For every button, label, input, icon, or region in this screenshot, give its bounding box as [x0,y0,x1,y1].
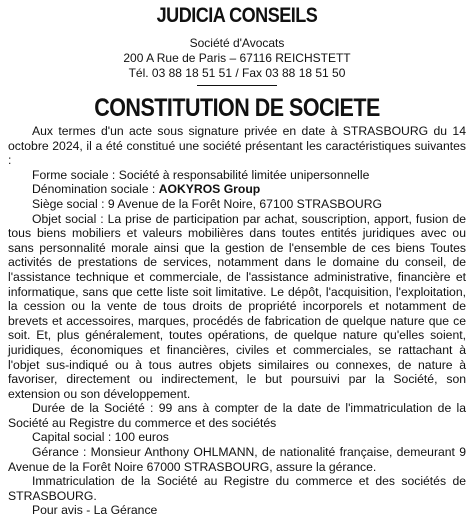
legal-form: Forme sociale : Société à responsabilité limitée unipersonnelle [32,167,370,182]
company-name-line [8,182,466,197]
divider [197,85,277,86]
intro-paragraph: Aux termes d'un acte sous signature privée en date à STRASBOURG du 14 octobre 2024, il a été constitué une société présentant les caractéristiques suivantes : [8,124,466,168]
notice-title: CONSTITUTION DE SOCIETE [94,94,380,122]
duration-paragraph: Durée de la Société : 99 ans à compter de la date de l'immatriculation de la Société au Registre du commerce et des sociétés [8,401,466,430]
notice-body [8,124,466,518]
capital-line: Capital social : 100 euros [32,430,169,445]
company-name: AOKYROS Group [158,182,261,197]
firm-type: Société d'Avocats [189,36,285,50]
firm-address: 200 A Rue de Paris – 67116 REICHSTETT [123,51,351,65]
legal-notice [0,4,473,521]
closing-line: Pour avis - La Gérance [32,503,158,518]
firm-phone-fax: Tél. 03 88 18 51 51 / Fax 03 88 18 51 50 [128,66,346,80]
registration-paragraph: Immatriculation de la Société au Registre du commerce et des sociétés de STRASBOURG. [8,474,466,503]
firm-name: JUDICIA CONSEILS [156,4,318,27]
registered-office: Siège social : 9 Avenue de la Forêt Noire, 67100 STRASBOURG [32,196,383,211]
purpose-paragraph: Objet social : La prise de participation par achat, souscription, apport, fusion de tous biens mobiliers et valeurs mobilières dans toutes entités juridiques avec ou sans personnalité morale ainsi que la gestion de l'ensemble de ces biens Toutes activités de prestations de services, notamment dans le domaine du conseil, de l'assistance technique et commerciale, de l'assistance administrative, financière et informatique, sans que cette liste soit limitative. Le dépôt, l'acquisition, l'exploitation, la cession ou la vente de tous droits de propriété incorporels et notamment de brevets et accessoires, marques, procédés de fabrication de quelque nature que ce soit. Et, plus généralement, toutes opérations, de quelque nature qu'elles soient, juridiques, économiques et financières, civiles et commerciales, se rattachant à l'objet sus-indiqué ou à tous autres objets similaires ou connexes, de nature à favoriser, directement ou indirectement, le but poursuivi par la Société, son extension ou son développement. [8,211,466,401]
company-name-label: Dénomination sociale : [32,182,159,197]
management-paragraph: Gérance : Monsieur Anthony OHLMANN, de nationalité française, demeurant 9 Avenue de la Forêt Noire 67000 STRASBOURG, assure la gérance. [8,445,466,474]
